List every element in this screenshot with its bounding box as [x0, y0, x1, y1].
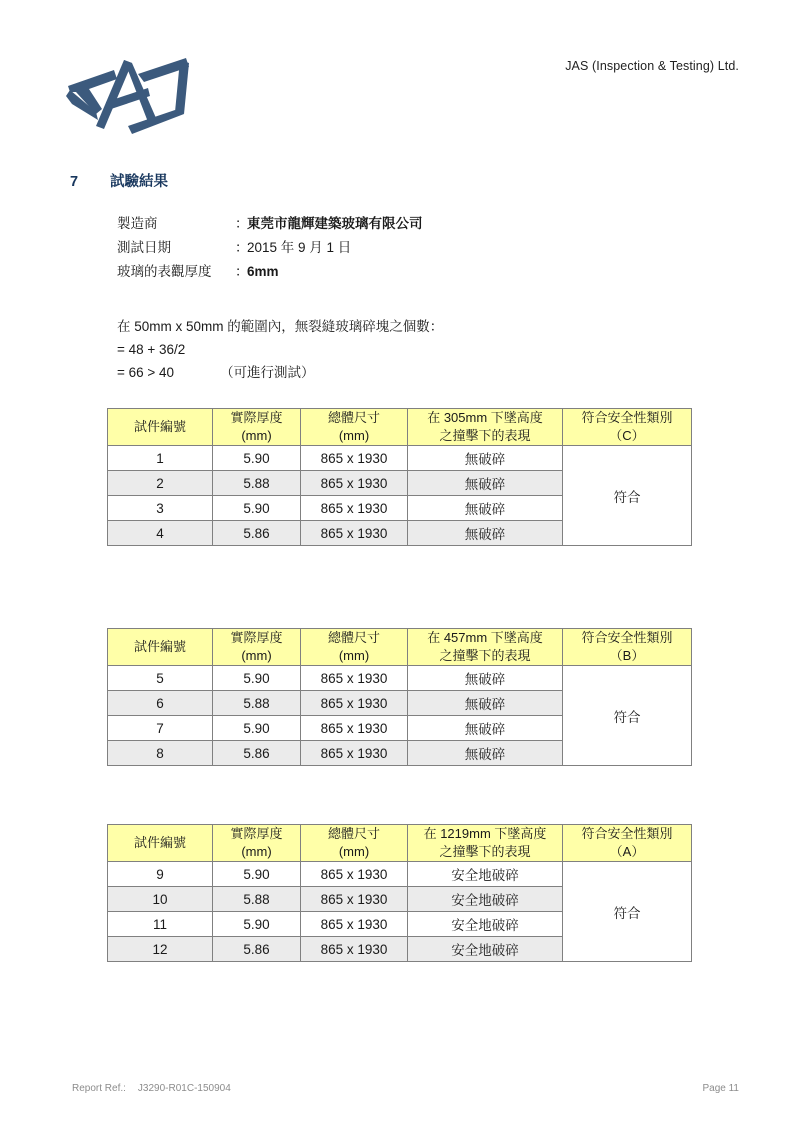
- header-specimen-no-label: 試件編號: [133, 835, 186, 850]
- header-safety-category-line1: 符合安全性類別: [581, 410, 673, 425]
- header-impact-performance: [408, 629, 563, 666]
- cell-specimen-no: 2: [108, 471, 213, 496]
- table-header-row: [108, 825, 692, 862]
- header-specimen-no: [108, 629, 213, 666]
- table-row: [108, 666, 692, 691]
- jas-logo-icon: [62, 52, 202, 147]
- header-actual-thickness-line2: (mm): [241, 844, 272, 859]
- cell-specimen-no: 9: [108, 862, 213, 887]
- test-info-block: [117, 212, 423, 284]
- calc-line-3: [117, 361, 443, 384]
- result-table-305mm: [107, 408, 692, 546]
- header-impact-performance: [408, 409, 563, 446]
- cell-verdict: 符合: [563, 446, 692, 546]
- cell-thickness: 5.86: [213, 521, 301, 546]
- result-table-1219mm: [107, 824, 692, 962]
- section-title: 試驗結果: [110, 174, 168, 190]
- cell-thickness: 5.90: [213, 912, 301, 937]
- cell-size: 865 x 1930: [301, 716, 408, 741]
- header-impact-performance-line1: 在 305mm 下墜高度: [427, 410, 543, 425]
- header-impact-performance: [408, 825, 563, 862]
- cell-size: 865 x 1930: [301, 521, 408, 546]
- info-row-test-date: [117, 236, 423, 260]
- header-impact-performance-line2: 之撞擊下的表現: [439, 428, 531, 443]
- cell-performance: 安全地破碎: [408, 937, 563, 962]
- cell-size: 865 x 1930: [301, 446, 408, 471]
- company-name: JAS (Inspection & Testing) Ltd.: [565, 59, 739, 73]
- cell-specimen-no: 11: [108, 912, 213, 937]
- cell-size: 865 x 1930: [301, 496, 408, 521]
- header-specimen-no: [108, 825, 213, 862]
- header-impact-performance-line2: 之撞擊下的表現: [439, 844, 531, 859]
- header-overall-size-line2: (mm): [338, 844, 370, 859]
- cell-thickness: 5.86: [213, 741, 301, 766]
- header-overall-size-line1: 總體尺寸: [327, 826, 380, 841]
- cell-specimen-no: 6: [108, 691, 213, 716]
- cell-size: 865 x 1930: [301, 666, 408, 691]
- header-actual-thickness-line2: (mm): [241, 428, 272, 443]
- page-number: Page 11: [702, 1083, 739, 1094]
- cell-performance: 安全地破碎: [408, 862, 563, 887]
- header-impact-performance-line2: 之撞擊下的表現: [439, 648, 531, 663]
- section-heading: [70, 170, 168, 191]
- header-actual-thickness-line1: 實際厚度: [230, 410, 283, 425]
- cell-size: 865 x 1930: [301, 471, 408, 496]
- calc-line-3-value: = 66 > 40: [117, 365, 175, 380]
- info-row-nominal-thickness: [117, 260, 423, 284]
- cell-size: 865 x 1930: [301, 887, 408, 912]
- header-actual-thickness-line1: 實際厚度: [230, 630, 283, 645]
- cell-thickness: 5.90: [213, 496, 301, 521]
- section-number: 7: [70, 174, 79, 190]
- info-value-test-date: 2015 年 9 月 1 日: [247, 240, 352, 255]
- calc-line-1: 在 50mm x 50mm 的範圍內，無裂縫玻璃碎塊之個數：: [117, 319, 444, 334]
- cell-specimen-no: 3: [108, 496, 213, 521]
- cell-size: 865 x 1930: [301, 912, 408, 937]
- header-overall-size-line1: 總體尺寸: [327, 410, 380, 425]
- header-actual-thickness-line1: 實際厚度: [230, 826, 283, 841]
- header-specimen-no-label: 試件編號: [133, 639, 186, 654]
- info-value-manufacturer: 東莞市龍輝建築玻璃有限公司: [247, 216, 423, 231]
- cell-specimen-no: 1: [108, 446, 213, 471]
- header-safety-category-line2: （C）: [609, 428, 645, 443]
- info-label-nominal-thickness: 玻璃的表觀厚度: [117, 264, 212, 279]
- header-specimen-no-label: 試件編號: [133, 419, 186, 434]
- header-safety-category: [563, 825, 692, 862]
- header-actual-thickness: [213, 825, 301, 862]
- info-row-manufacturer: [117, 212, 423, 236]
- table-header-row: [108, 409, 692, 446]
- cell-specimen-no: 7: [108, 716, 213, 741]
- cell-performance: 無破碎: [408, 716, 563, 741]
- info-sep-test-date: ：: [235, 240, 249, 255]
- cell-performance: 無破碎: [408, 446, 563, 471]
- cell-size: 865 x 1930: [301, 862, 408, 887]
- cell-thickness: 5.88: [213, 887, 301, 912]
- cell-thickness: 5.88: [213, 471, 301, 496]
- cell-performance: 無破碎: [408, 741, 563, 766]
- table-row: [108, 862, 692, 887]
- cell-thickness: 5.90: [213, 716, 301, 741]
- cell-thickness: 5.90: [213, 446, 301, 471]
- header-safety-category-line2: （A）: [609, 844, 645, 859]
- page-header: [0, 50, 794, 155]
- cell-performance: 無破碎: [408, 496, 563, 521]
- header-overall-size: [301, 629, 408, 666]
- cell-thickness: 5.90: [213, 862, 301, 887]
- cell-performance: 無破碎: [408, 471, 563, 496]
- header-overall-size: [301, 409, 408, 446]
- cell-size: 865 x 1930: [301, 741, 408, 766]
- report-ref-label: Report Ref.:: [72, 1083, 126, 1094]
- header-safety-category-line2: （B）: [609, 648, 645, 663]
- result-table-457mm: [107, 628, 692, 766]
- info-sep-nominal-thickness: ：: [235, 264, 249, 279]
- cell-thickness: 5.86: [213, 937, 301, 962]
- header-safety-category-line1: 符合安全性類別: [581, 630, 673, 645]
- info-value-nominal-thickness: 6mm: [247, 264, 279, 279]
- cell-specimen-no: 8: [108, 741, 213, 766]
- header-overall-size-line2: (mm): [338, 428, 370, 443]
- table-row: [108, 446, 692, 471]
- info-label-manufacturer: 製造商: [117, 216, 158, 231]
- header-overall-size: [301, 825, 408, 862]
- cell-performance: 無破碎: [408, 521, 563, 546]
- header-safety-category-line1: 符合安全性類別: [581, 826, 673, 841]
- header-actual-thickness-line2: (mm): [241, 648, 272, 663]
- fragmentation-calculation: [117, 315, 443, 384]
- cell-performance: 無破碎: [408, 666, 563, 691]
- cell-size: 865 x 1930: [301, 691, 408, 716]
- cell-size: 865 x 1930: [301, 937, 408, 962]
- cell-specimen-no: 10: [108, 887, 213, 912]
- cell-verdict: 符合: [563, 862, 692, 962]
- page-footer: [72, 1083, 739, 1094]
- cell-verdict: 符合: [563, 666, 692, 766]
- header-actual-thickness: [213, 409, 301, 446]
- header-specimen-no: [108, 409, 213, 446]
- cell-performance: 安全地破碎: [408, 887, 563, 912]
- calc-note: （可進行測試）: [220, 365, 315, 380]
- calc-line-2: = 48 + 36/2: [117, 342, 186, 357]
- cell-specimen-no: 12: [108, 937, 213, 962]
- header-overall-size-line1: 總體尺寸: [327, 630, 380, 645]
- info-sep-manufacturer: ：: [235, 216, 249, 231]
- cell-specimen-no: 5: [108, 666, 213, 691]
- info-label-test-date: 測試日期: [117, 240, 171, 255]
- cell-thickness: 5.90: [213, 666, 301, 691]
- cell-specimen-no: 4: [108, 521, 213, 546]
- header-impact-performance-line1: 在 457mm 下墜高度: [427, 630, 543, 645]
- header-safety-category: [563, 409, 692, 446]
- report-reference: [72, 1083, 231, 1094]
- cell-thickness: 5.88: [213, 691, 301, 716]
- header-actual-thickness: [213, 629, 301, 666]
- header-impact-performance-line1: 在 1219mm 下墜高度: [423, 826, 547, 841]
- cell-performance: 無破碎: [408, 691, 563, 716]
- header-safety-category: [563, 629, 692, 666]
- header-overall-size-line2: (mm): [338, 648, 370, 663]
- table-header-row: [108, 629, 692, 666]
- report-ref-value: J3290-R01C-150904: [137, 1083, 231, 1094]
- cell-performance: 安全地破碎: [408, 912, 563, 937]
